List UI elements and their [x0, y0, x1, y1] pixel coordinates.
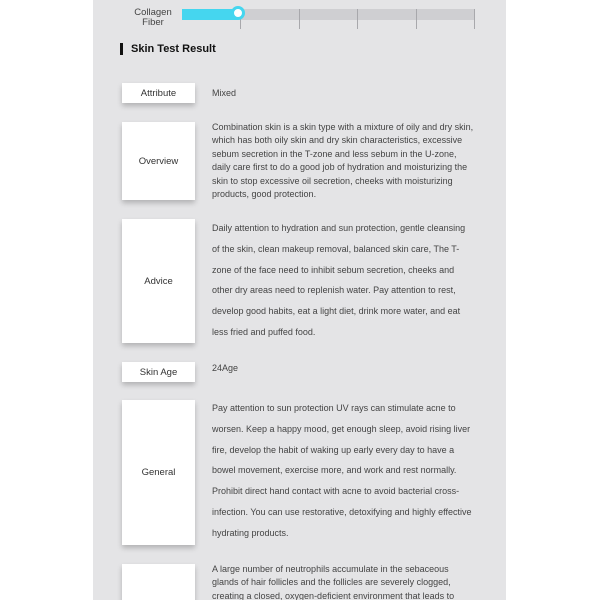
overview-text: Combination skin is a skin type with a mixture of oily and dry skin, which has both oily skin and dry skin characteristics, excessive sebum secretion in the T-zone and less sebum in the U-zone, daily care first to do a good job of hydration and moisturizing the skin to stop excessive oil secretion, cheeks with moisturizing products, good protection. — [212, 122, 474, 200]
general-label: General — [122, 400, 195, 545]
collagen-fiber-knob — [231, 6, 245, 20]
section-title: Skin Test Result — [120, 43, 216, 55]
bar-gridline — [357, 9, 358, 29]
attribute-value: Mixed — [212, 88, 237, 98]
skin-age-label: Skin Age — [122, 362, 195, 382]
next-row-label — [122, 564, 195, 600]
bar-gridline — [474, 9, 475, 29]
advice-text: Daily attention to hydration and sun protection, gentle cleansing of the skin, clean makeup removal, balanced skin care, The T-zone of the face need to inhibit sebum secretion, cheeks and other dry areas need to replenish water. Pay attention to rest, develop good habits, eat a light diet, drink more water, and eat less fried and puffed food. — [212, 223, 466, 337]
overview-label: Overview — [122, 122, 195, 200]
skin-report-panel — [93, 0, 506, 600]
general-text: Pay attention to sun protection UV rays can stimulate acne to worsen. Keep a happy mood, get enough sleep, avoid rising liver fire, develop the habit of waking up early every day to have a bowel movement, exercise more, and work and rest normally. Prohibit direct hand contact with acne to avoid bacterial cross-infection. You can use restorative, detoxifying and highly effective hydrating products. — [212, 403, 472, 538]
collagen-fiber-label: Collagen Fiber — [134, 7, 172, 28]
advice-label: Advice — [122, 219, 195, 343]
skin-age-value: 24Age — [212, 363, 239, 373]
next-row-text: A large number of neutrophils accumulate in the sebaceous glands of hair follicles and the follicles are severely clogged, creating a closed, oxygen-deficient environment that leads to — [212, 564, 455, 600]
bar-gridline — [416, 9, 417, 29]
attribute-label: Attribute — [122, 83, 195, 103]
collagen-fiber-bar — [182, 9, 475, 20]
bar-gridline — [299, 9, 300, 29]
collagen-fiber-bar-fill — [182, 9, 238, 20]
